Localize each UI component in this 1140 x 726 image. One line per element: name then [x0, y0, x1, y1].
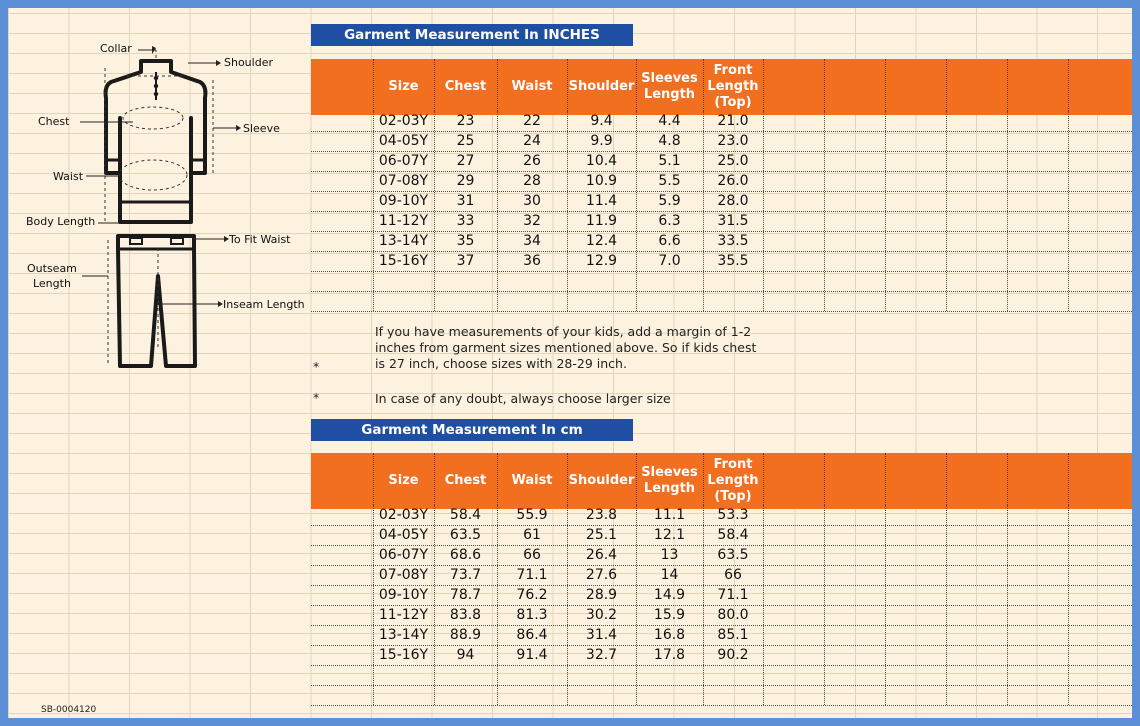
table-cell: 34	[523, 233, 541, 249]
cm-table-title: Garment Measurement In cm	[311, 419, 633, 441]
header-separator	[763, 453, 764, 509]
header-separator	[885, 453, 886, 509]
column-header: Waist	[511, 473, 553, 488]
table-cell: 26	[523, 153, 541, 169]
table-cell: 33.5	[717, 233, 749, 249]
table-cell: 35	[456, 233, 475, 249]
table-cell: 35.5	[717, 253, 749, 269]
inches-table-title: Garment Measurement In INCHES	[311, 24, 633, 46]
table-cell: 22	[523, 113, 541, 129]
table-cell: 11.4	[585, 193, 618, 209]
column-divider	[497, 111, 498, 311]
table-cell: 55.9	[516, 507, 548, 523]
table-cell: 12.1	[653, 527, 686, 543]
table-cell: 29	[456, 173, 475, 189]
column-divider	[636, 111, 637, 311]
outseam-label-line2: Length	[32, 277, 71, 290]
table-cell: 9.9	[590, 133, 613, 149]
table-cell: 30.2	[585, 607, 618, 623]
note-bullet-1: *	[313, 359, 320, 374]
chest-label: Chest	[38, 115, 70, 128]
table-cell: 27.6	[585, 567, 618, 583]
column-header: Size	[388, 473, 419, 488]
header-separator	[824, 59, 825, 115]
table-cell: 23.8	[585, 507, 618, 523]
table-cell: 30	[523, 193, 541, 209]
table-cell: 26.4	[585, 547, 618, 563]
note-text-1: If you have measurements of your kids, add a margin of 1-2 inches from garment sizes mentioned above. So if kids chest is 27 inch, choose sizes with 28-29 inch.	[375, 324, 757, 371]
to-fit-waist-label: To Fit Waist	[229, 233, 291, 246]
collar-label: Collar	[100, 42, 132, 55]
table-cell: 37	[456, 253, 475, 269]
header-separator	[885, 59, 886, 115]
column-divider	[703, 111, 704, 311]
column-divider	[497, 505, 498, 705]
table-cell: 28	[523, 173, 541, 189]
table-cell: 02-03Y	[378, 507, 429, 523]
table-cell: 5.5	[658, 173, 681, 189]
column-divider	[885, 505, 886, 705]
table-cell: 25.1	[585, 527, 618, 543]
column-header: Shoulder	[568, 79, 635, 94]
inches-table	[311, 111, 1132, 311]
table-cell: 15-16Y	[378, 253, 429, 269]
table-cell: 14	[660, 567, 679, 583]
table-cell: 14.9	[653, 587, 686, 603]
table-cell: 23.0	[717, 133, 749, 149]
column-header: Sleeves Length	[641, 71, 698, 102]
table-cell: 15-16Y	[378, 647, 429, 663]
column-divider	[1068, 505, 1069, 705]
column-divider	[567, 111, 568, 311]
column-header: Chest	[444, 473, 487, 488]
column-divider	[1068, 111, 1069, 311]
sleeve-label: Sleeve	[243, 122, 280, 135]
table-cell: 28.9	[585, 587, 618, 603]
table-cell: 83.8	[449, 607, 482, 623]
table-cell: 11-12Y	[378, 607, 429, 623]
table-cell: 58.4	[717, 527, 749, 543]
table-cell: 31.4	[585, 627, 618, 643]
table-cell: 07-08Y	[378, 567, 429, 583]
table-cell: 85.1	[717, 627, 749, 643]
header-separator	[1007, 59, 1008, 115]
column-divider	[763, 505, 764, 705]
table-cell: 26.0	[717, 173, 749, 189]
table-cell: 17.8	[653, 647, 686, 663]
header-separator	[1068, 59, 1069, 115]
table-cell: 13-14Y	[378, 233, 429, 249]
table-cell: 13	[660, 547, 679, 563]
table-cell: 32.7	[585, 647, 618, 663]
column-header: Front Length (Top)	[707, 63, 759, 110]
table-cell: 36	[523, 253, 541, 269]
column-divider	[373, 111, 374, 311]
column-divider	[824, 505, 825, 705]
table-cell: 90.2	[717, 647, 749, 663]
inseam-length-label: Inseam Length	[223, 298, 305, 311]
column-divider	[567, 505, 568, 705]
note-text-2: In case of any doubt, always choose larger size	[375, 391, 671, 406]
note-bullet-2: *	[313, 390, 320, 405]
table-cell: 7.0	[658, 253, 681, 269]
table-cell: 24	[523, 133, 541, 149]
table-cell: 23	[456, 113, 475, 129]
table-cell: 91.4	[516, 647, 548, 663]
column-divider	[824, 111, 825, 311]
table-cell: 06-07Y	[378, 153, 429, 169]
column-header: Chest	[444, 79, 487, 94]
table-cell: 80.0	[717, 607, 749, 623]
table-cell: 88.9	[449, 627, 482, 643]
table-cell: 5.1	[658, 153, 681, 169]
column-divider	[946, 111, 947, 311]
column-header: Waist	[511, 79, 553, 94]
table-cell: 33	[456, 213, 475, 229]
table-cell: 12.4	[585, 233, 618, 249]
column-divider	[1007, 505, 1008, 705]
table-cell: 66	[724, 567, 742, 583]
waist-label: Waist	[53, 170, 84, 183]
table-cell: 02-03Y	[378, 113, 429, 129]
column-divider	[636, 505, 637, 705]
column-divider	[703, 505, 704, 705]
column-header: Size	[388, 79, 419, 94]
table-cell: 06-07Y	[378, 547, 429, 563]
table-cell: 04-05Y	[378, 133, 429, 149]
table-cell: 31	[456, 193, 475, 209]
spreadsheet	[8, 8, 1132, 718]
table-cell: 53.3	[717, 507, 749, 523]
table-cell: 11.1	[653, 507, 686, 523]
inches-header-band	[311, 59, 1132, 115]
table-cell: 27	[456, 153, 475, 169]
table-cell: 31.5	[717, 213, 749, 229]
column-divider	[373, 505, 374, 705]
table-cell: 71.1	[516, 567, 548, 583]
column-header: Shoulder	[568, 473, 635, 488]
table-cell: 66	[523, 547, 541, 563]
table-cell: 58.4	[449, 507, 482, 523]
table-cell: 09-10Y	[378, 587, 429, 603]
table-cell: 63.5	[717, 547, 749, 563]
column-divider	[763, 111, 764, 311]
table-cell: 78.7	[449, 587, 482, 603]
table-cell: 04-05Y	[378, 527, 429, 543]
cm-header-band	[311, 453, 1132, 509]
table-cell: 12.9	[585, 253, 618, 269]
table-cell: 81.3	[516, 607, 548, 623]
table-cell: 21.0	[717, 113, 749, 129]
table-cell: 4.4	[658, 113, 681, 129]
table-cell: 10.4	[585, 153, 618, 169]
header-separator	[946, 59, 947, 115]
outseam-label	[27, 261, 77, 291]
table-cell: 71.1	[717, 587, 749, 603]
table-cell: 10.9	[585, 173, 618, 189]
header-separator	[946, 453, 947, 509]
table-cell: 76.2	[516, 587, 548, 603]
table-cell: 63.5	[449, 527, 482, 543]
column-divider	[946, 505, 947, 705]
table-cell: 9.4	[590, 113, 613, 129]
table-cell: 68.6	[449, 547, 482, 563]
table-cell: 25.0	[717, 153, 749, 169]
column-header: Sleeves Length	[641, 465, 698, 496]
table-cell: 6.3	[658, 213, 681, 229]
table-cell: 16.8	[653, 627, 686, 643]
table-cell: 28.0	[717, 193, 749, 209]
header-separator	[1007, 453, 1008, 509]
table-cell: 25	[456, 133, 475, 149]
column-divider	[1007, 111, 1008, 311]
shoulder-label: Shoulder	[224, 56, 273, 69]
table-cell: 07-08Y	[378, 173, 429, 189]
table-cell: 09-10Y	[378, 193, 429, 209]
table-cell: 73.7	[449, 567, 482, 583]
table-cell: 11-12Y	[378, 213, 429, 229]
table-cell: 6.6	[658, 233, 681, 249]
table-cell: 86.4	[516, 627, 548, 643]
body-length-label: Body Length	[26, 215, 96, 228]
table-cell: 13-14Y	[378, 627, 429, 643]
table-cell: 4.8	[658, 133, 681, 149]
header-separator	[763, 59, 764, 115]
column-divider	[434, 111, 435, 311]
table-cell: 94	[456, 647, 475, 663]
table-cell: 15.9	[653, 607, 686, 623]
header-separator	[1068, 453, 1069, 509]
column-divider	[885, 111, 886, 311]
outseam-label-line1: Outseam	[27, 262, 77, 275]
column-divider	[434, 505, 435, 705]
table-cell: 11.9	[585, 213, 618, 229]
table-cell: 61	[523, 527, 541, 543]
footer-code: SB-0004120	[41, 705, 97, 715]
table-cell: 5.9	[658, 193, 681, 209]
column-header: Front Length (Top)	[707, 457, 759, 504]
cm-table	[311, 505, 1132, 705]
header-separator	[824, 453, 825, 509]
table-cell: 32	[523, 213, 541, 229]
